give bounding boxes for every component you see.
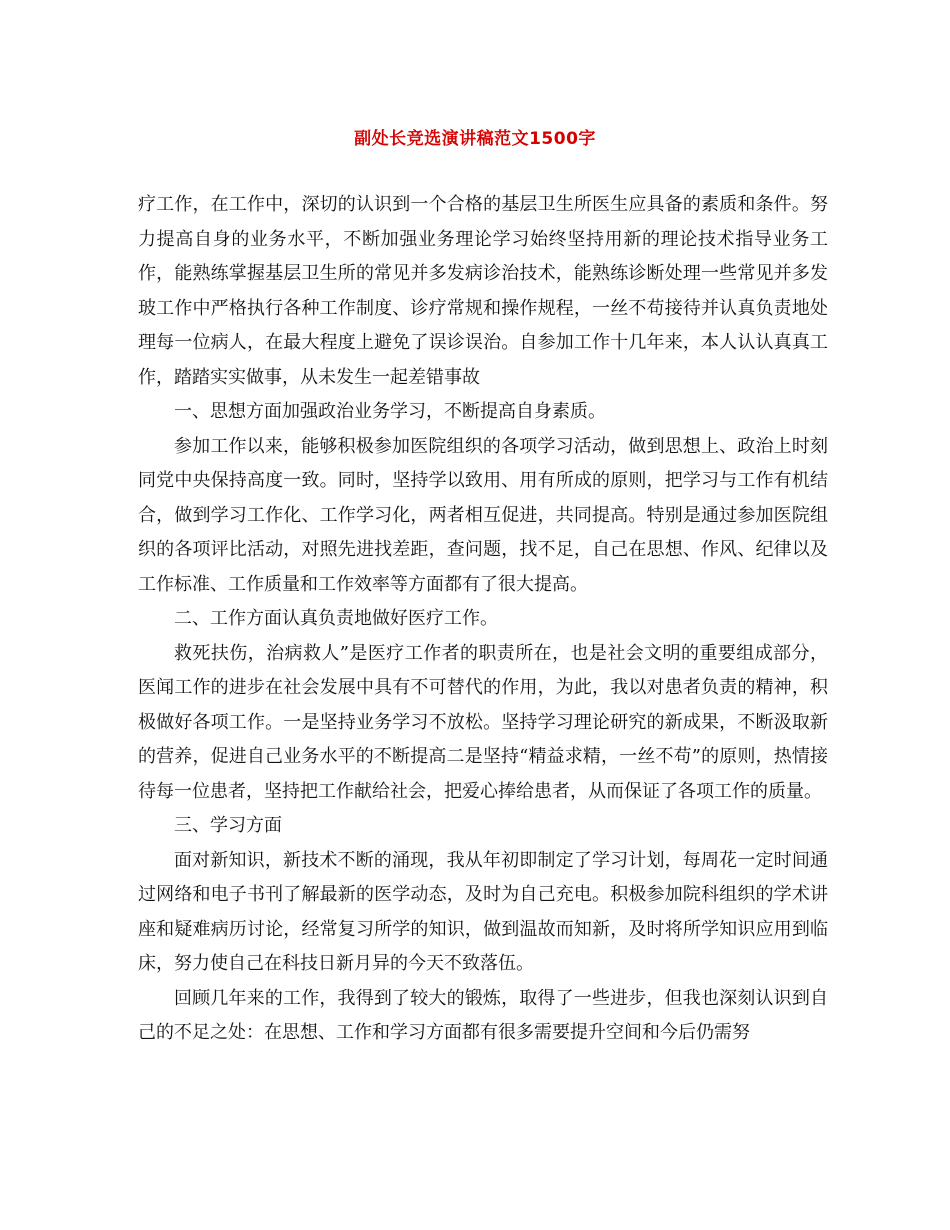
section-heading-study: 三、学习方面 xyxy=(174,815,282,836)
document-body xyxy=(138,188,828,1051)
paragraph-review: 回顾几年来的工作，我得到了较大的锻炼，取得了一些进步，但我也深刻认识到自己的不足之处：在思想、工作和学习方面都有很多需要提升空间和今后仍需努 xyxy=(138,987,828,1043)
paragraph-study: 面对新知识，新技术不断的涌现，我从年初即制定了学习计划，每周花一定时间通过网络和电子书刊了解最新的医学动态，及时为自己充电。积极参加院科组织的学术讲座和疑难病历讨论，经常复习所学的知识，做到温故而知新，及时将所学知识应用到临床，努力使自己在科技日新月异的今天不致落伍。 xyxy=(138,849,828,974)
paragraph-thought: 参加工作以来，能够积极参加医院组织的各项学习活动，做到思想上、政治上时刻同党中央保持高度一致。同时，坚持学以致用、用有所成的原则，把学习与工作有机结合，做到学习工作化、工作学习化，两者相互促进，共同提高。特别是通过参加医院组织的各项评比活动，对照先进找差距，查问题，找不足，自己在思想、作风、纪律以及工作标准、工作质量和工作效率等方面都有了很大提高。 xyxy=(138,435,828,595)
section-heading-work: 二、工作方面认真负责地做好医疗工作。 xyxy=(174,608,498,629)
section-heading-thought: 一、思想方面加强政治业务学习，不断提高自身素质。 xyxy=(174,401,606,422)
document-title: 副处长竞选演讲稿范文1500字 xyxy=(354,129,596,149)
paragraph-work: 救死扶伤，治病救人”是医疗工作者的职责所在，也是社会文明的重要组成部分，医闻工作的进步在社会发展中具有不可替代的作用，为此，我以对患者负责的精神，积极做好各项工作。一是坚持业务学习不放松。坚持学习理论研究的新成果，不断汲取新的营养，促进自己业务水平的不断提高二是坚持“精益求精，一丝不苟”的原则，热情接待每一位患者，坚持把工作献给社会，把爱心捧给患者，从而保证了各项工作的质量。 xyxy=(138,642,828,802)
paragraph-continuation: 疗工作，在工作中，深切的认识到一个合格的基层卫生所医生应具备的素质和条件。努力提高自身的业务水平，不断加强业务理论学习始终坚持用新的理论技术指导业务工作，能熟练掌握基层卫生所的常见并多发病诊治技术，能熟练诊断处理一些常见并多发玻工作中严格执行各种工作制度、诊疗常规和操作规程，一丝不苟接待并认真负责地处理每一位病人，在最大程度上避免了误诊误治。自参加工作十几年来，本人认认真真工作，踏踏实实做事，从未发生一起差错事故 xyxy=(138,194,828,388)
